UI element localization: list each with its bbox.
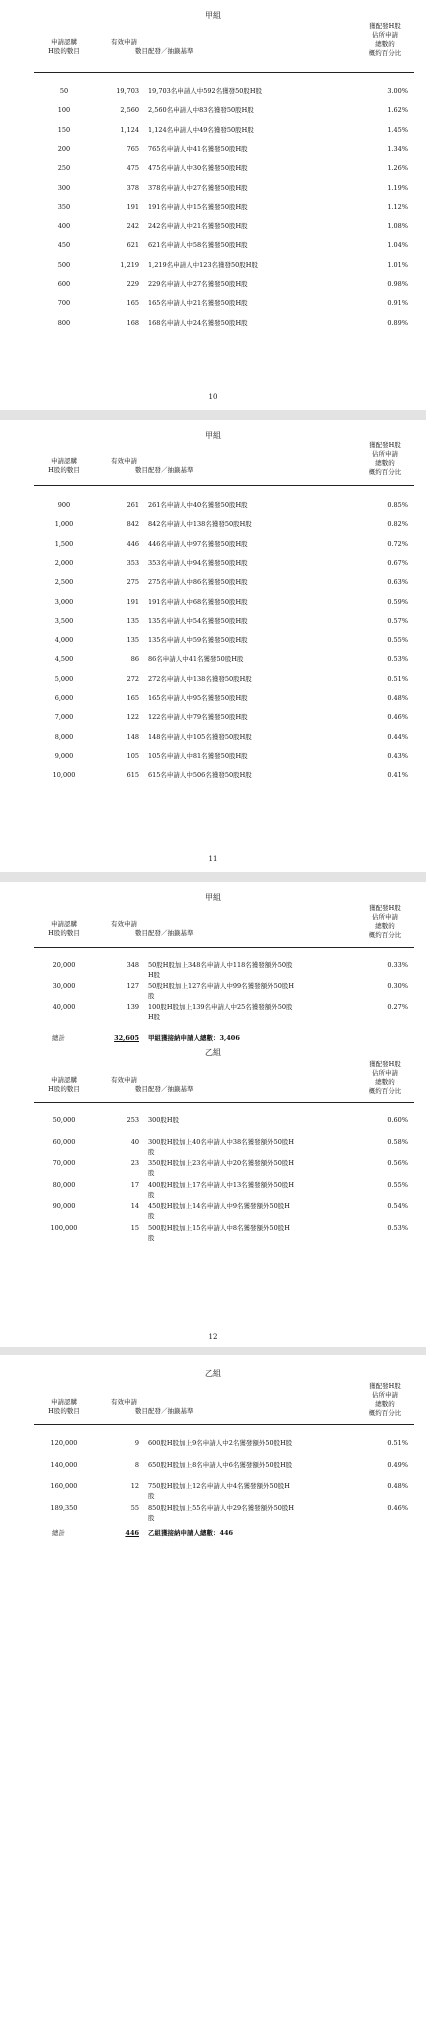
table-row bbox=[0, 1503, 426, 1522]
cell-basis: 750股H股加上12名申請人中4名獲發額外50股H股 bbox=[148, 1482, 290, 1500]
table-row bbox=[0, 654, 426, 666]
table-row bbox=[0, 1158, 426, 1177]
cell-count: 105 bbox=[126, 751, 139, 760]
column-header-size bbox=[34, 1076, 94, 1094]
cell-size: 200 bbox=[57, 144, 71, 153]
cell-basis: 86名申請人中41名獲發50股H股 bbox=[148, 655, 244, 664]
table-row bbox=[0, 1223, 426, 1242]
table-row bbox=[0, 202, 426, 214]
page-number: 12 bbox=[208, 1333, 218, 1341]
cell-basis: 272名申請人中138名獲發50股H股 bbox=[148, 674, 252, 683]
header-line: H股的數目 bbox=[48, 1407, 80, 1415]
cell-basis: 350股H股加上23名申請人中20名獲發額外50股H股 bbox=[148, 1159, 295, 1177]
table-row bbox=[0, 183, 426, 195]
column-header-basis: 配發／抽籤基準 bbox=[148, 1407, 194, 1415]
table-row bbox=[0, 751, 426, 763]
cell-basis: 450股H股加上14名申請人中9名獲發額外50股H股 bbox=[148, 1202, 290, 1220]
column-header-pct bbox=[355, 441, 415, 477]
header-line: 概約百分比 bbox=[368, 931, 402, 939]
header-line: 獲配發H股 bbox=[369, 1060, 401, 1068]
cell-basis: 105名申請人中81名獲發50股H股 bbox=[148, 751, 248, 760]
table-row bbox=[0, 500, 426, 512]
table-row bbox=[0, 616, 426, 628]
cell-count: 191 bbox=[126, 202, 139, 211]
cell-size: 450 bbox=[57, 241, 71, 250]
cell-pct: 0.55% bbox=[387, 1180, 408, 1189]
cell-pct: 0.48% bbox=[387, 694, 408, 702]
cell-count: 275 bbox=[126, 578, 139, 587]
header-line: 概約百分比 bbox=[368, 468, 402, 476]
table-row bbox=[0, 1002, 426, 1021]
header-line: 獲配發H股 bbox=[369, 441, 401, 449]
header-line: 總數的 bbox=[375, 1078, 395, 1086]
header-line: 獲配發H股 bbox=[369, 22, 401, 30]
cell-size: 40,000 bbox=[52, 1003, 76, 1011]
page-number: 11 bbox=[208, 855, 218, 863]
section-title: 甲組 bbox=[205, 11, 221, 20]
page-separator bbox=[0, 410, 426, 420]
cell-size: 6,000 bbox=[54, 694, 74, 702]
column-header-size bbox=[34, 920, 94, 938]
cell-size: 90,000 bbox=[52, 1202, 76, 1210]
cell-pct: 0.53% bbox=[387, 1223, 408, 1232]
header-line: 申請認購 bbox=[51, 920, 77, 928]
header-line: 總數的 bbox=[375, 922, 395, 930]
cell-size: 400 bbox=[57, 222, 71, 231]
cell-basis: 165名申請人中95名獲發50股H股 bbox=[148, 694, 248, 702]
cell-count: 475 bbox=[126, 164, 139, 173]
cell-basis: 650股H股加上8名申請人中6名獲發額外50股H股 bbox=[148, 1460, 293, 1469]
cell-pct: 0.59% bbox=[387, 597, 408, 606]
table-row bbox=[0, 960, 426, 979]
cell-size: 250 bbox=[57, 164, 71, 173]
cell-pct: 1.34% bbox=[387, 144, 408, 153]
cell-size: 160,000 bbox=[50, 1482, 78, 1490]
total-row bbox=[0, 1528, 426, 1540]
header-line: 數目 bbox=[135, 466, 148, 474]
cell-pct: 0.55% bbox=[387, 636, 408, 645]
header-line: 佔所申請 bbox=[372, 450, 398, 458]
cell-count: 135 bbox=[126, 616, 139, 625]
cell-size: 700 bbox=[57, 299, 71, 308]
cell-size: 1,500 bbox=[54, 539, 74, 548]
header-line: 數目 bbox=[135, 47, 148, 55]
table-row bbox=[0, 597, 426, 609]
cell-count: 378 bbox=[126, 183, 139, 192]
cell-size: 120,000 bbox=[50, 1439, 78, 1447]
cell-size: 2,500 bbox=[54, 578, 74, 587]
cell-basis: 275名申請人中86名獲發50股H股 bbox=[148, 578, 248, 587]
cell-basis: 446名申請人中97名獲發50股H股 bbox=[148, 539, 248, 548]
cell-size: 70,000 bbox=[52, 1159, 76, 1167]
cell-basis: 100股H股加上139名申請人中25名獲發額外50股H股 bbox=[148, 1003, 293, 1021]
cell-pct: 1.19% bbox=[387, 183, 408, 192]
header-rule bbox=[34, 1102, 414, 1103]
header-line: 概約百分比 bbox=[368, 1409, 402, 1417]
table-row bbox=[0, 240, 426, 252]
table-row bbox=[0, 539, 426, 551]
section-title: 甲組 bbox=[205, 431, 221, 440]
cell-size: 140,000 bbox=[50, 1460, 78, 1469]
cell-pct: 0.57% bbox=[387, 616, 408, 625]
header-line: 申請認購 bbox=[51, 1398, 77, 1406]
cell-basis: 500股H股加上15名申請人中8名獲發額外50股H股 bbox=[148, 1223, 290, 1242]
table-row bbox=[0, 558, 426, 570]
cell-basis: 842名申請人中138名獲發50股H股 bbox=[148, 520, 252, 529]
header-line: 總數的 bbox=[375, 459, 395, 467]
column-header-size bbox=[34, 1398, 94, 1416]
cell-size: 5,000 bbox=[54, 674, 74, 683]
cell-basis: 122名申請人中79名獲發50股H股 bbox=[148, 713, 248, 722]
column-header-pct bbox=[355, 1060, 415, 1096]
table-row bbox=[0, 712, 426, 724]
cell-size: 4,000 bbox=[54, 636, 74, 645]
cell-count: 272 bbox=[126, 674, 139, 683]
header-line: 有效申請 bbox=[111, 1398, 137, 1406]
cell-count: 122 bbox=[126, 713, 139, 722]
header-line: 數目 bbox=[135, 1085, 148, 1093]
table-row bbox=[0, 770, 426, 782]
column-header-count bbox=[100, 1076, 148, 1094]
cell-basis: 300股H股 bbox=[148, 1116, 180, 1124]
column-header-basis: 配發／抽籤基準 bbox=[148, 47, 194, 55]
cell-basis: 50股H股加上348名申請人中118名獲發額外50股H股 bbox=[148, 961, 293, 979]
cell-size: 189,350 bbox=[50, 1503, 78, 1512]
cell-basis: 475名申請人中30名獲發50股H股 bbox=[148, 164, 248, 173]
cell-basis: 600股H股加上9名申請人中2名獲發額外50股H股 bbox=[148, 1439, 293, 1447]
cell-basis: 765名申請人中41名獲發50股H股 bbox=[148, 144, 248, 153]
table-row bbox=[0, 298, 426, 310]
cell-basis: 400股H股加上17名申請人中13名獲發額外50股H股 bbox=[148, 1180, 295, 1199]
table-row bbox=[0, 105, 426, 117]
cell-pct: 0.30% bbox=[387, 982, 408, 990]
cell-basis: 165名申請人中21名獲發50股H股 bbox=[148, 299, 248, 308]
table-row bbox=[0, 221, 426, 233]
cell-pct: 0.27% bbox=[387, 1003, 408, 1011]
cell-size: 100 bbox=[57, 106, 71, 115]
header-line: 佔所申請 bbox=[372, 1069, 398, 1077]
table-row bbox=[0, 163, 426, 175]
cell-count: 446 bbox=[126, 539, 139, 548]
header-line: 佔所申請 bbox=[372, 913, 398, 921]
cell-basis: 378名申請人中27名獲發50股H股 bbox=[148, 183, 248, 192]
cell-pct: 0.51% bbox=[387, 1439, 408, 1447]
cell-count: 165 bbox=[126, 299, 139, 308]
cell-basis: 261名申請人中40名獲發50股H股 bbox=[148, 501, 248, 509]
cell-count: 9 bbox=[134, 1439, 139, 1447]
cell-count: 615 bbox=[126, 771, 139, 780]
section-title: 甲組 bbox=[205, 893, 221, 902]
cell-size: 10,000 bbox=[52, 771, 76, 780]
cell-count: 621 bbox=[126, 241, 139, 250]
cell-count: 15 bbox=[130, 1223, 139, 1232]
header-line: 申請認購 bbox=[51, 38, 77, 46]
column-header-basis: 配發／抽籤基準 bbox=[148, 1085, 194, 1093]
cell-size: 80,000 bbox=[52, 1180, 76, 1189]
section-title: 乙組 bbox=[205, 1369, 221, 1378]
cell-size: 800 bbox=[57, 318, 71, 327]
cell-size: 7,000 bbox=[54, 713, 74, 722]
total-label: 總計 bbox=[52, 1034, 65, 1042]
cell-pct: 1.12% bbox=[387, 202, 408, 211]
cell-pct: 0.33% bbox=[387, 961, 408, 969]
header-line: 總數的 bbox=[375, 40, 395, 48]
column-header-size bbox=[34, 38, 94, 56]
cell-size: 60,000 bbox=[52, 1137, 76, 1146]
header-line: 佔所申請 bbox=[372, 31, 398, 39]
cell-basis: 1,219名申請人中123名獲發50股H股 bbox=[148, 260, 258, 269]
cell-pct: 0.51% bbox=[387, 674, 408, 683]
cell-count: 168 bbox=[126, 318, 139, 327]
total-row bbox=[0, 1033, 426, 1045]
header-line: 概約百分比 bbox=[368, 49, 402, 57]
cell-count: 191 bbox=[126, 597, 139, 606]
cell-count: 12 bbox=[130, 1482, 139, 1490]
cell-pct: 0.91% bbox=[387, 299, 408, 308]
cell-pct: 1.62% bbox=[387, 106, 408, 115]
table-row bbox=[0, 318, 426, 330]
table-row bbox=[0, 635, 426, 647]
table-row bbox=[0, 519, 426, 531]
cell-pct: 0.58% bbox=[387, 1137, 408, 1146]
cell-size: 3,500 bbox=[54, 616, 74, 625]
cell-basis: 191名申請人中15名獲發50股H股 bbox=[148, 202, 248, 211]
cell-pct: 0.98% bbox=[387, 280, 408, 288]
cell-count: 253 bbox=[126, 1116, 139, 1124]
column-header-count bbox=[100, 457, 148, 475]
cell-size: 2,000 bbox=[54, 558, 74, 567]
cell-count: 842 bbox=[126, 520, 139, 529]
cell-basis: 148名申請人中105名獲發50股H股 bbox=[148, 732, 252, 741]
cell-pct: 0.44% bbox=[387, 732, 408, 741]
cell-count: 1,124 bbox=[120, 125, 139, 134]
header-line: 有效申請 bbox=[111, 38, 137, 46]
table-row bbox=[0, 86, 426, 98]
cell-basis: 1,124名申請人中49名獲發50股H股 bbox=[148, 125, 254, 134]
cell-pct: 1.26% bbox=[387, 164, 408, 173]
cell-size: 1,000 bbox=[54, 520, 74, 529]
cell-count: 148 bbox=[126, 732, 139, 741]
header-line: 數目 bbox=[135, 1407, 148, 1415]
cell-basis: 2,560名申請人中83名獲發50股H股 bbox=[148, 106, 254, 115]
page-separator bbox=[0, 1347, 426, 1355]
header-line: 數目 bbox=[135, 929, 148, 937]
column-header-basis: 配發／抽籤基準 bbox=[148, 466, 194, 474]
cell-pct: 1.45% bbox=[387, 125, 408, 134]
cell-count: 135 bbox=[126, 636, 139, 645]
column-header-count bbox=[100, 920, 148, 938]
cell-basis: 135名申請人中59名獲發50股H股 bbox=[148, 636, 248, 645]
table-row bbox=[0, 693, 426, 705]
header-line: H股的數目 bbox=[48, 1085, 80, 1093]
cell-basis: 621名申請人中58名獲發50股H股 bbox=[148, 241, 248, 250]
header-rule bbox=[34, 1424, 414, 1425]
cell-pct: 1.08% bbox=[387, 222, 408, 231]
cell-size: 3,000 bbox=[54, 597, 74, 606]
table-row bbox=[0, 732, 426, 744]
cell-pct: 0.72% bbox=[387, 539, 408, 548]
cell-count: 765 bbox=[126, 144, 139, 153]
table-row bbox=[0, 125, 426, 137]
page-separator bbox=[0, 872, 426, 882]
header-line: 佔所申請 bbox=[372, 1391, 398, 1399]
cell-pct: 0.53% bbox=[387, 655, 408, 664]
cell-basis: 300股H股加上40名申請人中38名獲發額外50股H股 bbox=[148, 1137, 295, 1156]
cell-basis: 242名申請人中21名獲發50股H股 bbox=[148, 222, 248, 231]
table-row bbox=[0, 1201, 426, 1220]
header-line: 獲配發H股 bbox=[369, 904, 401, 912]
cell-size: 50,000 bbox=[52, 1116, 76, 1124]
table-row bbox=[0, 1180, 426, 1199]
table-row bbox=[0, 1481, 426, 1500]
cell-basis: 50股H股加上127名申請人中99名獲發額外50股H股 bbox=[148, 982, 295, 1000]
cell-size: 50 bbox=[59, 87, 69, 95]
cell-basis: 353名申請人中94名獲發50股H股 bbox=[148, 558, 248, 567]
cell-count: 127 bbox=[126, 982, 139, 990]
cell-count: 348 bbox=[126, 961, 139, 969]
total-count: 32,605 bbox=[114, 1034, 139, 1042]
table-row bbox=[0, 260, 426, 272]
cell-size: 300 bbox=[57, 183, 71, 192]
cell-size: 150 bbox=[57, 125, 71, 134]
cell-pct: 0.56% bbox=[387, 1159, 408, 1167]
cell-count: 86 bbox=[130, 655, 139, 664]
cell-size: 9,000 bbox=[54, 751, 74, 760]
cell-count: 261 bbox=[126, 501, 139, 509]
total-text: 甲組獲接納申請人總數：3,406 bbox=[148, 1034, 240, 1042]
cell-pct: 0.54% bbox=[387, 1202, 408, 1210]
table-row bbox=[0, 1460, 426, 1472]
cell-count: 8 bbox=[134, 1460, 139, 1469]
header-rule bbox=[34, 947, 414, 948]
cell-pct: 3.00% bbox=[387, 87, 408, 95]
cell-pct: 0.48% bbox=[387, 1482, 408, 1490]
total-text: 乙組獲接納申請人總數：446 bbox=[148, 1529, 234, 1537]
header-line: 申請認購 bbox=[51, 457, 77, 465]
table-row bbox=[0, 577, 426, 589]
cell-pct: 0.43% bbox=[387, 751, 408, 760]
header-line: H股的數目 bbox=[48, 466, 80, 474]
cell-basis: 191名申請人中68名獲發50股H股 bbox=[148, 597, 248, 606]
cell-size: 900 bbox=[57, 501, 71, 509]
cell-pct: 1.01% bbox=[387, 260, 408, 269]
cell-count: 165 bbox=[126, 694, 139, 702]
cell-size: 30,000 bbox=[52, 982, 76, 990]
cell-count: 17 bbox=[130, 1180, 139, 1189]
cell-pct: 0.60% bbox=[387, 1116, 408, 1124]
cell-count: 353 bbox=[126, 558, 139, 567]
total-count: 446 bbox=[125, 1529, 139, 1537]
table-row bbox=[0, 1438, 426, 1450]
cell-pct: 0.82% bbox=[387, 520, 408, 529]
table-row bbox=[0, 981, 426, 1000]
cell-pct: 0.41% bbox=[387, 771, 408, 780]
page-number: 10 bbox=[208, 393, 218, 401]
cell-count: 2,560 bbox=[120, 106, 139, 115]
cell-count: 23 bbox=[130, 1159, 139, 1167]
cell-count: 55 bbox=[130, 1503, 139, 1512]
column-header-pct bbox=[355, 22, 415, 58]
header-line: 總數的 bbox=[375, 1400, 395, 1408]
cell-size: 600 bbox=[57, 280, 71, 288]
column-header-pct bbox=[355, 904, 415, 940]
cell-pct: 1.04% bbox=[387, 241, 408, 250]
cell-basis: 168名申請人中24名獲發50股H股 bbox=[148, 318, 248, 327]
header-line: H股的數目 bbox=[48, 47, 80, 55]
cell-count: 14 bbox=[130, 1202, 139, 1210]
section-title: 乙組 bbox=[205, 1048, 221, 1057]
cell-size: 350 bbox=[57, 202, 71, 211]
header-line: H股的數目 bbox=[48, 929, 80, 937]
cell-size: 8,000 bbox=[54, 732, 74, 741]
table-row bbox=[0, 674, 426, 686]
cell-size: 4,500 bbox=[54, 655, 74, 664]
column-header-basis: 配發／抽籤基準 bbox=[148, 929, 194, 937]
cell-pct: 0.49% bbox=[387, 1460, 408, 1469]
total-label: 總計 bbox=[52, 1529, 65, 1537]
header-line: 有效申請 bbox=[111, 920, 137, 928]
cell-size: 100,000 bbox=[50, 1223, 78, 1232]
cell-size: 20,000 bbox=[52, 961, 76, 969]
column-header-count bbox=[100, 38, 148, 56]
table-row bbox=[0, 1115, 426, 1127]
cell-count: 19,703 bbox=[116, 87, 139, 95]
header-rule bbox=[34, 72, 414, 73]
cell-pct: 0.46% bbox=[387, 713, 408, 722]
column-header-pct bbox=[355, 1382, 415, 1418]
cell-count: 229 bbox=[126, 280, 139, 288]
cell-pct: 0.67% bbox=[387, 558, 408, 567]
cell-basis: 615名申請人中506名獲發50股H股 bbox=[148, 771, 252, 780]
cell-basis: 135名申請人中54名獲發50股H股 bbox=[148, 616, 248, 625]
cell-size: 500 bbox=[57, 260, 71, 269]
cell-count: 1,219 bbox=[120, 260, 139, 269]
header-rule bbox=[34, 485, 414, 486]
column-header-size bbox=[34, 457, 94, 475]
cell-count: 139 bbox=[126, 1003, 139, 1011]
header-line: 有效申請 bbox=[111, 1076, 137, 1084]
table-row bbox=[0, 144, 426, 156]
header-line: 有效申請 bbox=[111, 457, 137, 465]
header-line: 概約百分比 bbox=[368, 1087, 402, 1095]
cell-basis: 850股H股加上55名申請人中29名獲發額外50股H股 bbox=[148, 1503, 295, 1522]
table-row bbox=[0, 279, 426, 291]
cell-count: 40 bbox=[130, 1137, 139, 1146]
table-row bbox=[0, 1137, 426, 1156]
cell-count: 242 bbox=[126, 222, 139, 231]
cell-pct: 0.89% bbox=[387, 318, 408, 327]
header-line: 申請認購 bbox=[51, 1076, 77, 1084]
column-header-count bbox=[100, 1398, 148, 1416]
cell-basis: 19,703名申請人中592名獲發50股H股 bbox=[148, 87, 263, 95]
cell-pct: 0.46% bbox=[387, 1503, 408, 1512]
cell-pct: 0.63% bbox=[387, 578, 408, 587]
cell-pct: 0.85% bbox=[387, 501, 408, 509]
cell-basis: 229名申請人中27名獲發50股H股 bbox=[148, 280, 248, 288]
header-line: 獲配發H股 bbox=[369, 1382, 401, 1390]
